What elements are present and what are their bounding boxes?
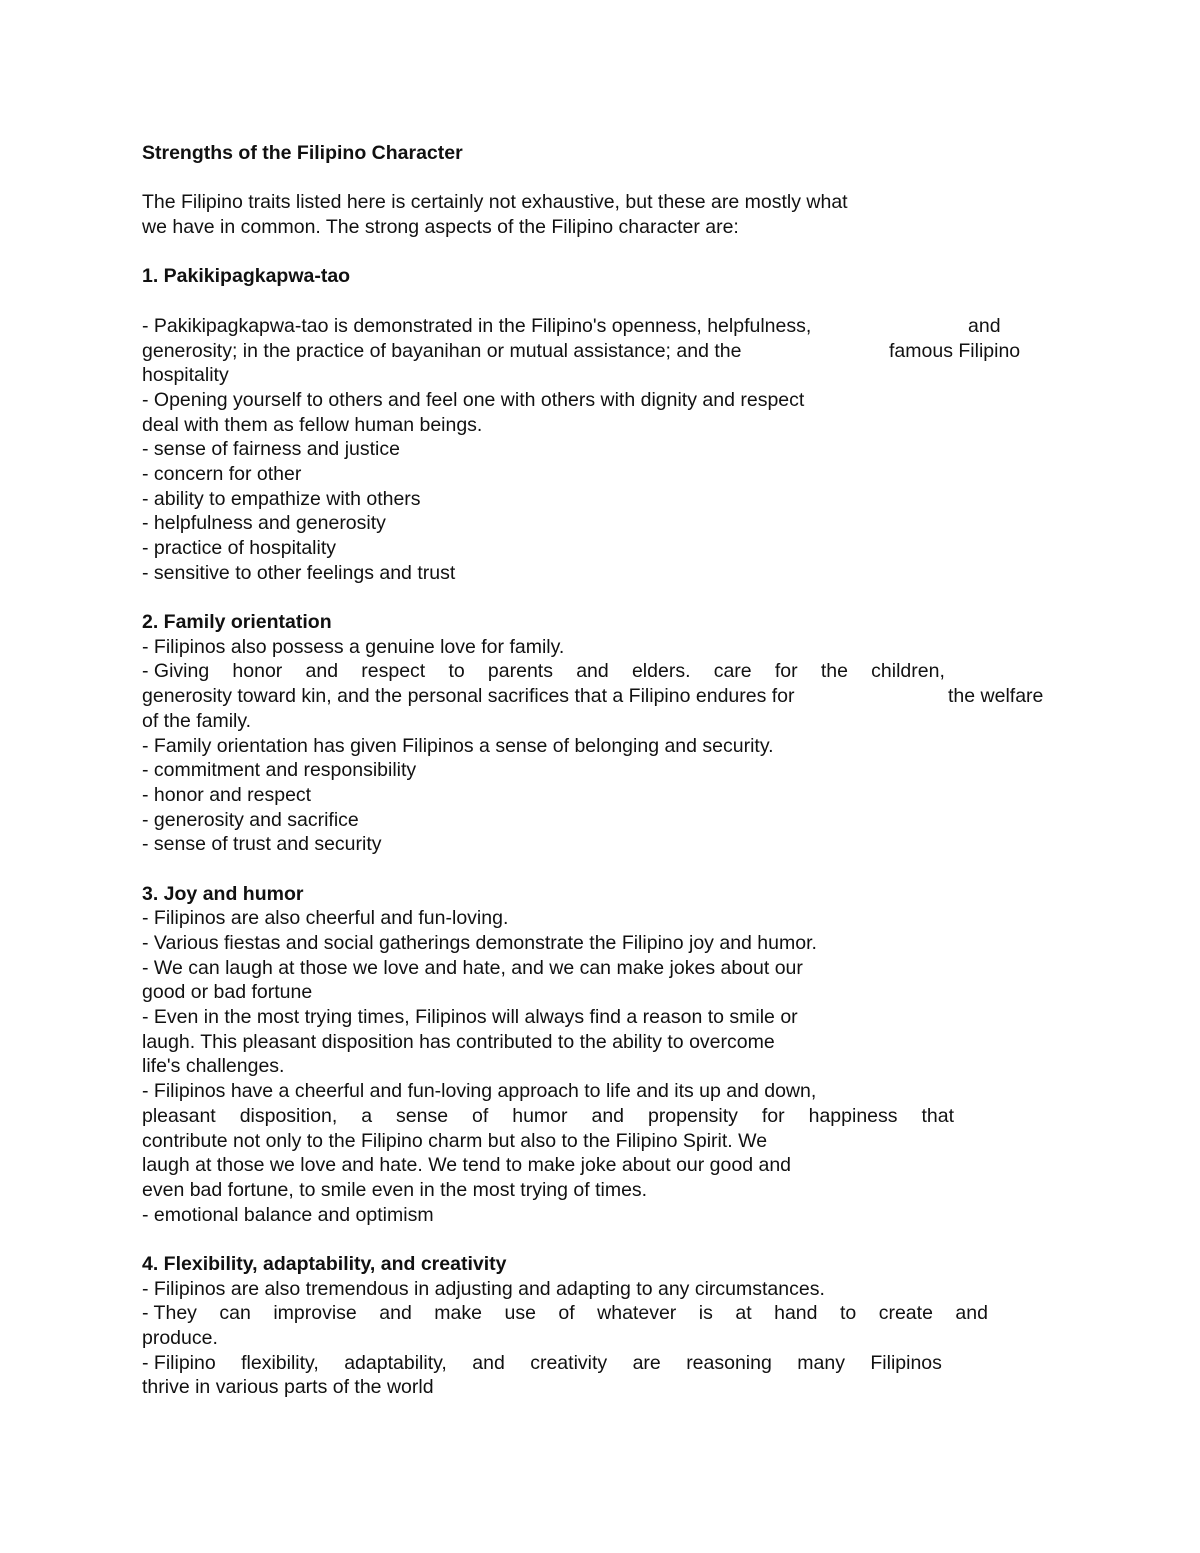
word: propensity — [647, 1104, 738, 1127]
paragraph-line: - Filipinos have a cheerful and fun-loving approach to life and its up and down, — [142, 1080, 817, 1103]
paragraph-line: - Opening yourself to others and feel one with others with dignity and respect — [142, 388, 805, 411]
word: Filipinos — [870, 1351, 942, 1374]
word: and — [576, 660, 609, 683]
word: and — [591, 1104, 625, 1127]
paragraph-line: thrive in various parts of the world — [142, 1376, 434, 1399]
word: and — [305, 660, 339, 683]
list-item: - sensitive to other feelings and trust — [142, 561, 456, 584]
word: the — [820, 660, 848, 683]
word: use — [504, 1302, 536, 1325]
paragraph-text: generosity toward kin, and the personal sacrifices that a Filipino endures for — [142, 685, 795, 708]
paragraph-line: - Filipinos are also cheerful and fun-loving. — [142, 907, 509, 930]
paragraph-line — [142, 314, 1062, 339]
list-item: - Family orientation has given Filipinos a sense of belonging and security. — [142, 734, 774, 757]
section-heading-4: 4. Flexibility, adaptability, and creativity — [142, 1252, 507, 1275]
word: humor — [512, 1104, 568, 1127]
word: for — [774, 660, 798, 683]
word: to — [448, 660, 465, 683]
paragraph-line — [142, 339, 1062, 364]
paragraph-line: contribute not only to the Filipino charm but also to the Filipino Spirit. We — [142, 1129, 768, 1152]
paragraph-text: famous Filipino — [889, 339, 1021, 362]
paragraph-line: produce. — [142, 1327, 218, 1349]
spacer — [142, 289, 1062, 314]
spacer — [142, 166, 1062, 191]
paragraph-line: laugh at those we love and hate. We tend to make joke about our good and — [142, 1154, 792, 1177]
paragraph-line: - Filipinos are also tremendous in adjusting and adapting to any circumstances. — [142, 1277, 825, 1300]
paragraph-text: - Pakikipagkapwa-tao is demonstrated in the Filipino's openness, helpfulness, — [142, 314, 812, 337]
word: make — [434, 1302, 482, 1325]
word: adaptability, — [344, 1351, 447, 1374]
intro-line: we have in common. The strong aspects of the Filipino character are: — [142, 216, 739, 239]
paragraph-line: laugh. This pleasant disposition has contributed to the ability to overcome — [142, 1030, 775, 1053]
word: flexibility, — [241, 1351, 319, 1374]
word: that — [921, 1104, 954, 1127]
word: for — [761, 1104, 785, 1127]
page-title: Strengths of the Filipino Character — [142, 142, 463, 164]
list-item: - generosity and sacrifice — [142, 808, 359, 831]
list-item: - commitment and responsibility — [142, 759, 417, 782]
list-item: - helpfulness and generosity — [142, 512, 386, 535]
paragraph-line: - Filipinos also possess a genuine love for family. — [142, 635, 565, 658]
word: parents — [487, 660, 553, 683]
justified-line — [142, 1351, 942, 1376]
list-item: - emotional balance and optimism — [142, 1203, 434, 1226]
section-heading-2: 2. Family orientation — [142, 611, 332, 634]
word: sense — [396, 1104, 449, 1127]
paragraph-line: - Even in the most trying times, Filipinos will always find a reason to smile or — [142, 1006, 798, 1029]
paragraph-line: hospitality — [142, 364, 229, 387]
word: many — [797, 1351, 845, 1374]
paragraph-line: - We can laugh at those we love and hate, and we can make jokes about our — [142, 956, 803, 979]
paragraph-line: even bad fortune, to smile even in the most trying of times. — [142, 1178, 648, 1201]
list-item: - concern for other — [142, 462, 302, 485]
word: respect — [361, 660, 426, 683]
word: and — [379, 1302, 412, 1325]
word: and — [472, 1351, 505, 1374]
spacer — [142, 1227, 1062, 1252]
word: - Giving — [142, 660, 210, 683]
section-heading-3: 3. Joy and humor — [142, 882, 304, 905]
word: of — [472, 1104, 489, 1127]
paragraph-line: good or bad fortune — [142, 981, 313, 1004]
word: creativity — [530, 1351, 608, 1374]
word: to — [839, 1302, 857, 1325]
justified-line — [142, 659, 945, 684]
paragraph-text: the welfare — [948, 685, 1044, 708]
justified-line — [142, 1301, 988, 1326]
word: pleasant — [142, 1104, 216, 1127]
word: reasoning — [686, 1351, 772, 1374]
paragraph-line: - Various fiestas and social gatherings demonstrate the Filipino joy and humor. — [142, 932, 817, 954]
section-heading-1: 1. Pakikipagkapwa-tao — [142, 265, 351, 288]
spacer — [142, 585, 1062, 610]
intro-line: The Filipino traits listed here is certainly not exhaustive, but these are mostly what — [142, 191, 848, 214]
paragraph-text: and — [968, 314, 1001, 337]
spacer — [142, 857, 1062, 882]
word: - They — [142, 1302, 197, 1325]
word: - Filipino — [142, 1351, 216, 1374]
word: elders. — [631, 660, 691, 683]
word: create — [878, 1302, 933, 1325]
word: is — [698, 1302, 713, 1325]
word: happiness — [808, 1104, 898, 1127]
word: at — [735, 1302, 752, 1325]
list-item: - honor and respect — [142, 783, 312, 806]
word: can — [219, 1302, 251, 1325]
list-item: - practice of hospitality — [142, 537, 337, 559]
paragraph-text: generosity; in the practice of bayanihan or mutual assistance; and the — [142, 339, 742, 362]
justified-line — [142, 1104, 954, 1129]
paragraph-line — [142, 684, 1062, 709]
word: a — [361, 1104, 373, 1127]
word: disposition, — [239, 1104, 338, 1127]
word: honor — [232, 660, 283, 683]
word: care — [713, 660, 752, 683]
list-item: - sense of fairness and justice — [142, 438, 400, 461]
list-item: - ability to empathize with others — [142, 487, 421, 510]
word: are — [632, 1351, 661, 1374]
word: and — [955, 1302, 988, 1325]
list-item: - sense of trust and security — [142, 833, 382, 856]
word: whatever — [597, 1302, 677, 1325]
paragraph-line: deal with them as fellow human beings. — [142, 413, 483, 436]
spacer — [142, 240, 1062, 265]
word: improvise — [273, 1302, 357, 1325]
paragraph-line: of the family. — [142, 709, 252, 732]
paragraph-line: life's challenges. — [142, 1055, 285, 1078]
word: hand — [774, 1302, 818, 1325]
word: of — [558, 1302, 575, 1325]
document-body — [142, 141, 1062, 1400]
word: children, — [871, 660, 945, 683]
